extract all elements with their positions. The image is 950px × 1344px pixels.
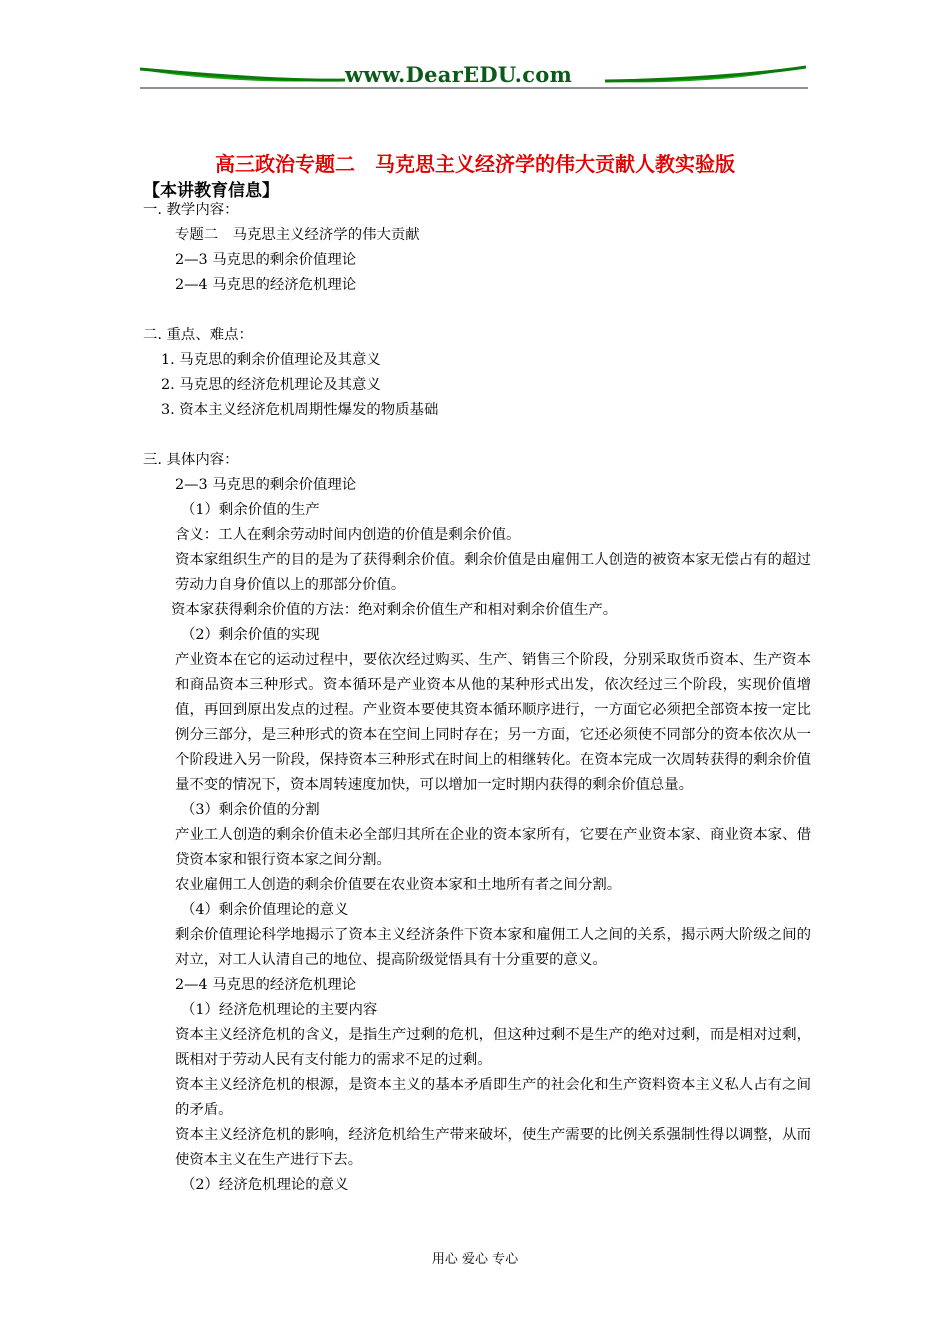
document-body bbox=[143, 198, 811, 1198]
text-line: （2）剩余价值的实现 bbox=[181, 627, 320, 643]
section-heading: 【本讲教育信息】 bbox=[143, 181, 279, 201]
text-line: 2—3 马克思的剩余价值理论 bbox=[175, 252, 357, 268]
text-line: 1. 马克思的剩余价值理论及其意义 bbox=[161, 352, 381, 368]
text-line: （1）经济危机理论的主要内容 bbox=[181, 1002, 378, 1018]
text-line: 2. 马克思的经济危机理论及其意义 bbox=[161, 377, 381, 393]
text-line: 二. 重点、难点： bbox=[143, 327, 253, 343]
text-line: 资本主义经济危机的含义，是指生产过剩的危机，但这种过剩不是生产的绝对过剩，而是相对过剩，既相对于劳动人民有支付能力的需求不足的过剩。 bbox=[175, 1027, 811, 1068]
text-line: （4）剩余价值理论的意义 bbox=[181, 902, 349, 918]
text-line: （1）剩余价值的生产 bbox=[181, 502, 320, 518]
text-line: （3）剩余价值的分割 bbox=[181, 802, 320, 818]
text-line: 剩余价值理论科学地揭示了资本主义经济条件下资本家和雇佣工人之间的关系，揭示两大阶级之间的对立，对工人认清自己的地位、提高阶级觉悟具有十分重要的意义。 bbox=[175, 927, 811, 968]
text-line: 产业资本在它的运动过程中，要依次经过购买、生产、销售三个阶段，分别采取货币资本、生产资本和商品资本三种形式。资本循环是产业资本从他的某种形式出发，依次经过三个阶段，实现价值增值，再回到原出发点的过程。产业资本要使其资本循环顺序进行，一方面它必须把全部资本按一定比例分三部分，是三种形式的资本在空间上同时存在；另一方面，它还必须使不同部分的资本依次从一个阶段进入另一阶段，保持资本三种形式在时间上的相继转化。在资本完成一次周转获得的剩余价值量不变的情况下，资本周转速度加快，可以增加一定时期内获得的剩余价值总量。 bbox=[175, 652, 811, 793]
page-footer: 用心 爱心 专心 bbox=[431, 1252, 519, 1267]
blank-line bbox=[143, 298, 811, 323]
text-line: 含义：工人在剩余劳动时间内创造的价值是剩余价值。 bbox=[175, 527, 521, 543]
text-line: 资本主义经济危机的根源，是资本主义的基本矛盾即生产的社会化和生产资料资本主义私人占有之间的矛盾。 bbox=[175, 1077, 811, 1118]
site-brand: www.DearEDU.com bbox=[345, 62, 573, 87]
site-banner bbox=[140, 58, 808, 94]
text-line: 专题二 马克思主义经济学的伟大贡献 bbox=[175, 227, 420, 243]
text-line: 产业工人创造的剩余价值未必全部归其所在企业的资本家所有，它要在产业资本家、商业资本家、借贷资本家和银行资本家之间分割。 bbox=[175, 827, 811, 868]
text-line: 一. 教学内容： bbox=[143, 202, 239, 218]
text-line: 农业雇佣工人创造的剩余价值要在农业资本家和土地所有者之间分割。 bbox=[175, 877, 622, 893]
text-line: 2—3 马克思的剩余价值理论 bbox=[175, 477, 357, 493]
text-line: 资本家获得剩余价值的方法：绝对剩余价值生产和相对剩余价值生产。 bbox=[171, 602, 618, 618]
text-line: 2—4 马克思的经济危机理论 bbox=[175, 277, 357, 293]
text-line: 三. 具体内容： bbox=[143, 452, 239, 468]
text-line: （2）经济危机理论的意义 bbox=[181, 1177, 349, 1193]
text-line: 3. 资本主义经济危机周期性爆发的物质基础 bbox=[161, 402, 439, 418]
text-line: 资本主义经济危机的影响，经济危机给生产带来破坏，使生产需要的比例关系强制性得以调整，从而使资本主义在生产进行下去。 bbox=[175, 1127, 811, 1168]
blank-line bbox=[143, 423, 811, 448]
document-title: 高三政治专题二 马克思主义经济学的伟大贡献人教实验版 bbox=[215, 152, 735, 176]
text-line: 资本家组织生产的目的是为了获得剩余价值。剩余价值是由雇佣工人创造的被资本家无偿占有的超过劳动力自身价值以上的那部分价值。 bbox=[175, 552, 811, 593]
text-line: 2—4 马克思的经济危机理论 bbox=[175, 977, 357, 993]
